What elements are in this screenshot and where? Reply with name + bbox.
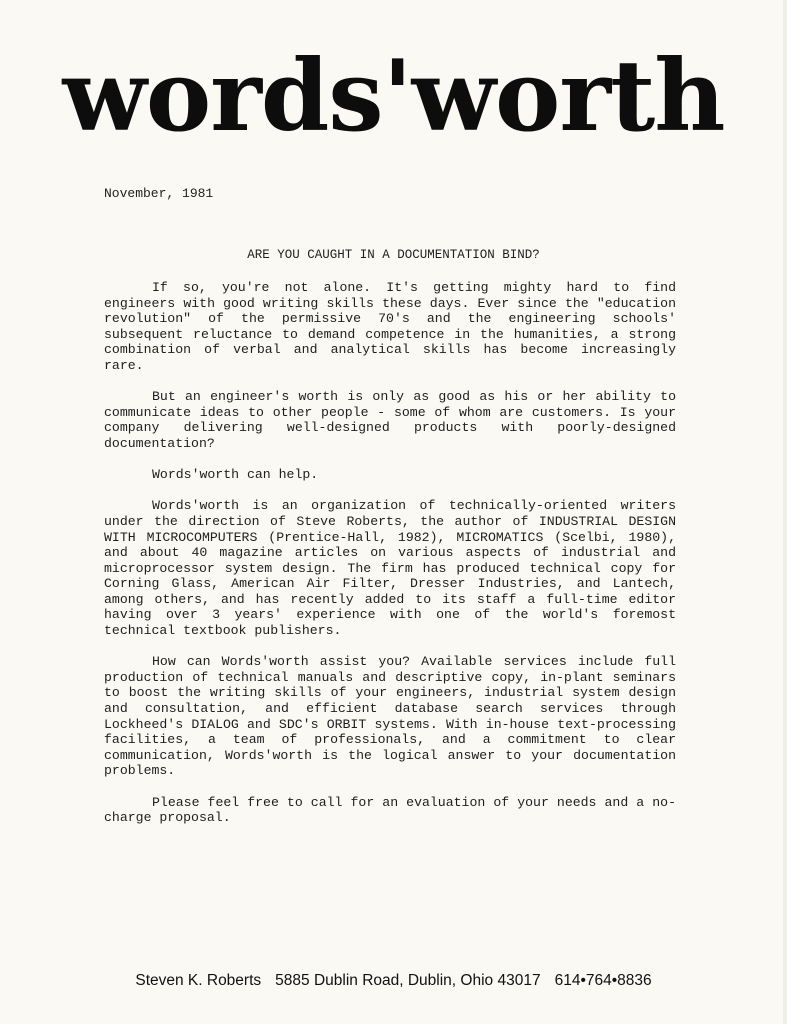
paragraph: How can Words'worth assist you? Available services include full production of technical manuals and descriptive copy, in-plant seminars to boost the writing skills of your engineers, industrial system design and consultation, and efficient database search services through Lockheed's DIALOG and SDC's ORBIT systems. With in-house text-processing facilities, a team of professionals, and a commitment to clear communication, Words'worth is the logical answer to your documentation problems.	[104, 654, 676, 779]
footer-name: Steven K. Roberts	[135, 972, 262, 989]
paragraph: Words'worth is an organization of technically-oriented writers under the direction of Steve Roberts, the author of INDUSTRIAL DESIGN WITH MICROCOMPUTERS (Prentice-Hall, 1982), MICROMATICS (Scelbi, 1980), and about 40 magazine articles on various aspects of industrial and microprocessor system design. The firm has produced technical copy for Corning Glass, American Air Filter, Dresser Industries, and Lantech, among others, and has recently added to its staff a full-time editor having over 3 years' experience with one of the world's foremost technical textbook publishers.	[104, 498, 676, 639]
paragraph: If so, you're not alone. It's getting mighty hard to find engineers with good writing skills these days. Ever since the "education revolution" of the permissive 70's and the engineering schools' subsequent reluctance to demand competence in the humanities, a strong combination of verbal and analytical skills has become increasingly rare.	[104, 280, 676, 373]
letter-date: November, 1981	[104, 186, 214, 201]
paragraph: But an engineer's worth is only as good as his or her ability to communicate ideas to other people - some of whom are customers. Is your company delivering well-designed products with poorly-designed documentation?	[104, 389, 676, 451]
letter-body	[104, 280, 676, 841]
paragraph: Please feel free to call for an evaluation of your needs and a no-charge proposal.	[104, 794, 676, 826]
letterhead-logo: words'worth	[62, 39, 725, 154]
letterhead-footer	[0, 972, 787, 990]
footer-address: 5885 Dublin Road, Dublin, Ohio 43017	[275, 972, 541, 989]
paragraph: Words'worth can help.	[152, 467, 319, 483]
footer-phone: 614•764•8836	[554, 972, 652, 989]
letter-heading: ARE YOU CAUGHT IN A DOCUMENTATION BIND?	[247, 248, 540, 262]
